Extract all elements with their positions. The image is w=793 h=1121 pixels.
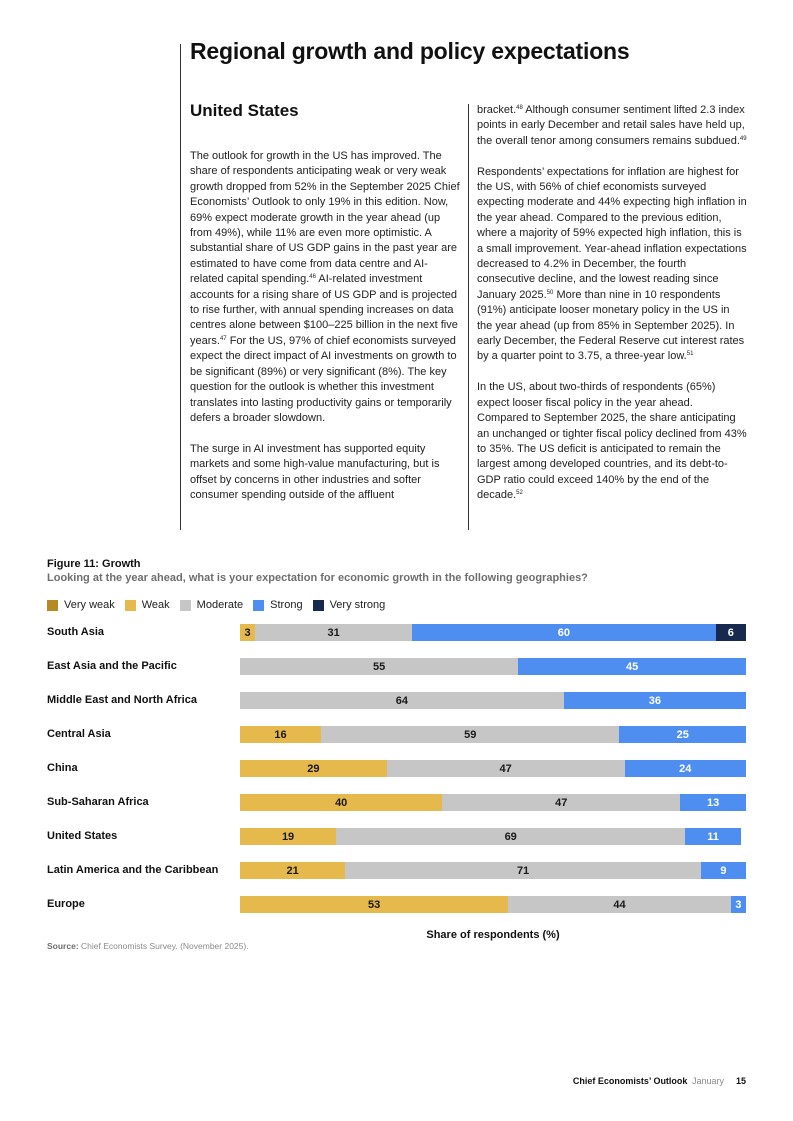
right-text-column xyxy=(477,103,747,519)
bar-segment: 69 xyxy=(336,828,685,845)
category-label: Central Asia xyxy=(47,728,111,740)
right-paragraph-3: In the US, about two-thirds of respondents (65%) expect looser fiscal policy in the year ahead. Compared to September 2025, the share anticipating an unchanged or tighter fiscal policy declined from 43% to 35%. The US deficit is anticipated to remain the largest among developed countries, and its debt-to-GDP ratio could exceed 140% by the end of the decade.$^{52}$ xyxy=(477,381,747,502)
section-title: United States xyxy=(190,101,299,120)
legend-label: Strong xyxy=(270,599,303,611)
footnote-ref[interactable]: 52 xyxy=(516,490,523,497)
footnote-ref[interactable]: 51 xyxy=(686,351,694,358)
page-footer xyxy=(573,1076,746,1086)
legend-item xyxy=(253,599,302,611)
bar-segment: 64 xyxy=(240,692,564,709)
bar-segment: 53 xyxy=(240,896,508,913)
page-left-rule xyxy=(180,44,181,530)
footer-month: January xyxy=(691,1076,724,1086)
bar-segment: 9 xyxy=(701,862,746,879)
legend-swatch xyxy=(125,600,136,611)
bar-segment: 21 xyxy=(240,862,345,879)
figure-title: Figure 11: Growth xyxy=(47,558,141,570)
bar-segment: 59 xyxy=(321,726,620,743)
bar-row xyxy=(240,794,746,811)
legend-swatch xyxy=(313,600,324,611)
bar-segment: 36 xyxy=(564,692,746,709)
footnote-ref[interactable]: 49 xyxy=(739,135,747,142)
bar-segment: 3 xyxy=(731,896,746,913)
legend-swatch xyxy=(253,600,264,611)
bar-segment: 3 xyxy=(240,624,255,641)
legend-label: Very weak xyxy=(64,599,115,611)
bar-segment: 44 xyxy=(508,896,731,913)
legend-item xyxy=(180,599,243,611)
bar-row xyxy=(240,624,746,641)
category-label: East Asia and the Pacific xyxy=(47,660,177,672)
bar-row xyxy=(240,760,746,777)
bar-segment: 60 xyxy=(412,624,716,641)
legend-swatch xyxy=(180,600,191,611)
x-axis-label: Share of respondents (%) xyxy=(426,929,560,941)
bar-segment: 6 xyxy=(716,624,746,641)
left-paragraph-1: The outlook for growth in the US has improved. The share of respondents anticipating weak or very weak growth dropped from 52% in the September 2025 Chief Economists’ Outlook to only 19% in this edition. Now, 69% expect moderate growth in the year ahead (up from 49%), while 11% are even more optimistic. A substantial share of US GDP gains in the past year are estimated to have come from data centre and AI-related capital spending.$^{46}$ AI-related investment accounts for a rising share of US GDP and is projected to rise further, with annual spending increases on data centres alone between $100–225 billion in the next five years.$^{47}$ For the US, 97% of chief economists surveyed expect the direct impact of AI investments on growth to be significant (89%) or very significant (8%). The key question for the outlook is whether this investment translates into lasting productivity gains or temporarily defers a broader slowdown. xyxy=(190,150,460,424)
bar-segment: 13 xyxy=(680,794,746,811)
source-note: Source: Chief Economists Survey. (November 2025). xyxy=(47,941,249,951)
footnote-ref[interactable]: 47 xyxy=(219,335,227,342)
left-text-column xyxy=(190,149,460,519)
footnote-ref[interactable]: 50 xyxy=(546,289,554,296)
bar-segment: 31 xyxy=(255,624,412,641)
bar-segment: 29 xyxy=(240,760,387,777)
category-label: Latin America and the Caribbean xyxy=(47,864,219,876)
legend-item xyxy=(125,599,170,611)
footer-brand: Chief Economists’ Outlook xyxy=(572,1076,688,1086)
bar-row xyxy=(240,726,746,743)
category-label: China xyxy=(47,762,78,774)
right-paragraph-2: Respondents’ expectations for inflation are highest for the US, with 56% of chief economists surveyed expecting moderate and 44% expecting high inflation in the year ahead. Compared to the previous edition, where a majority of 59% expected high inflation, this is a small improvement. Year-ahead inflation expectations decreased to 4.2% in December, the fourth consecutive decline, and the lowest reading since January 2025.50 More than nine in 10 respondents (91%) anticipate looser monetary policy in the US in the year ahead (up from 85% in September 2025). In early December, the Federal Reserve cut interest rates by a quarter point to 3.75, a three-year low.$^{51}$ xyxy=(477,165,747,363)
category-label: United States xyxy=(47,830,118,842)
column-divider-rule xyxy=(468,104,469,530)
bar-segment: 71 xyxy=(345,862,701,879)
category-label: Europe xyxy=(47,898,85,910)
bar-segment: 55 xyxy=(240,658,518,675)
right-paragraph-1: bracket.$^{48}$ Although consumer sentiment lifted 2.3 index points in early December and retail sales have held up, the overall tenor among consumers remains subdued.$^{49}$ xyxy=(477,104,747,147)
legend-item xyxy=(313,599,386,611)
legend-item xyxy=(47,599,115,611)
legend-swatch xyxy=(47,600,58,611)
bar-row xyxy=(240,828,746,845)
legend-label: Very strong xyxy=(329,599,386,611)
category-label: South Asia xyxy=(47,626,105,638)
bar-segment: 25 xyxy=(619,726,746,743)
page-title: Regional growth and policy expectations xyxy=(190,38,630,64)
bar-segment: 47 xyxy=(442,794,680,811)
bar-row xyxy=(240,692,746,709)
bar-row xyxy=(240,658,746,675)
figure-subtitle: Looking at the year ahead, what is your expectation for economic growth in the following geographies? xyxy=(47,572,588,584)
page-number: 15 xyxy=(735,1076,746,1086)
bar-row xyxy=(240,862,746,879)
bar-segment: 40 xyxy=(240,794,442,811)
bar-segment: 16 xyxy=(240,726,321,743)
category-label: Sub-Saharan Africa xyxy=(47,796,149,808)
category-label: Middle East and North Africa xyxy=(47,694,197,706)
legend-label: Moderate xyxy=(196,599,244,611)
legend-label: Weak xyxy=(141,599,170,611)
bar-segment: 47 xyxy=(387,760,625,777)
footnote-ref[interactable]: 48 xyxy=(516,105,523,111)
bar-row xyxy=(240,896,746,913)
bar-segment: 11 xyxy=(685,828,741,845)
bar-segment: 19 xyxy=(240,828,336,845)
chart-legend xyxy=(47,599,395,611)
footnote-ref[interactable]: 46 xyxy=(309,274,316,281)
bar-segment: 45 xyxy=(518,658,746,675)
left-paragraph-2: The surge in AI investment has supported equity markets and some high-value manufacturing, but is offset by concerns in other industries and softer consumer spending outside of the affluent xyxy=(190,442,440,501)
bar-segment: 24 xyxy=(625,760,746,777)
